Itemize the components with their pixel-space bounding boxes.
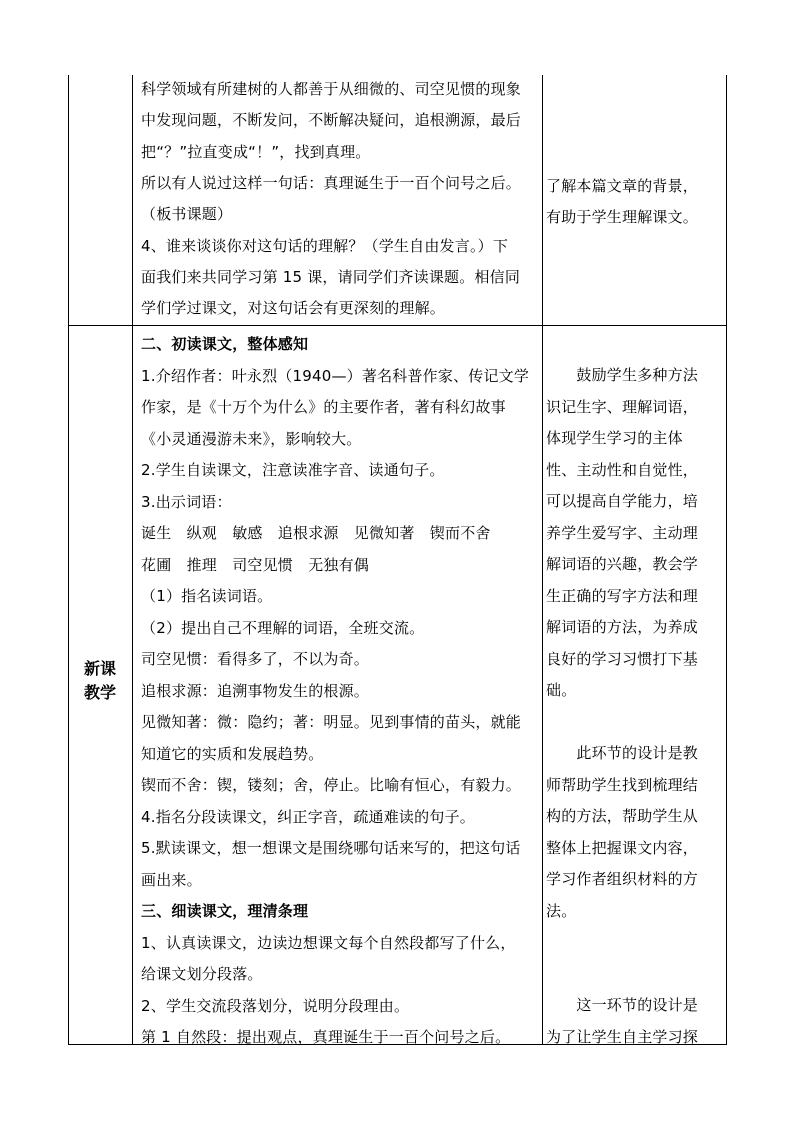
text-line: 给课文划分段落。: [141, 965, 263, 983]
text-line: 解词语的方法，为养成: [546, 618, 699, 636]
section-label-line2: 教学: [83, 683, 116, 702]
text-line: 《小灵通漫游未来》，影响较大。: [141, 429, 362, 448]
text-line: 学们学过课文，对这句话会有更深刻的理解。: [141, 299, 446, 318]
text-line: 构的方法，帮助学生从: [546, 807, 699, 825]
row-divider: [68, 325, 727, 326]
table-border-right: [726, 75, 727, 1045]
table-border-left: [68, 75, 69, 1045]
text-line: 师帮助学生找到梳理结: [546, 775, 699, 794]
text-line: 整体上把握课文内容，: [546, 838, 699, 857]
text-line: 司空见惯：看得多了，不以为奇。: [141, 650, 370, 668]
text-line: 见微知著：微：隐约；著：明显。见到事情的苗头，就能: [141, 713, 522, 731]
text-line: 花圃 推理 司空见惯 无独有偶: [141, 555, 370, 574]
text-line: 2、学生交流段落划分，说明分段理由。: [141, 996, 410, 1015]
text-line: 第 1 自然段：提出观点，真理诞生于一百个问号之后。: [141, 1028, 511, 1046]
text-line: 解词语的兴趣，教会学: [546, 555, 699, 573]
text-line: 这一环节的设计是: [546, 996, 699, 1014]
text-line: 4.指名分段读课文，纠正字音，疏通难读的句子。: [141, 807, 475, 826]
text-line: 学习作者组织材料的方: [546, 870, 699, 888]
text-line: 识记生字、理解词语，: [546, 397, 699, 416]
table-column-divider-2: [542, 75, 543, 1045]
text-line: 良好的学习习惯打下基: [546, 649, 699, 668]
text-line: 作家，是《十万个为什么》的主要作者，著有科幻故事: [141, 398, 506, 416]
text-line: 有助于学生理解课文。: [546, 208, 699, 226]
text-line: 生正确的写字方法和理: [546, 586, 699, 605]
text-line: 5.默读课文，想一想课文是围绕哪句话来写的，把这句话: [141, 839, 521, 857]
text-line: 诞生 纵观 敏感 追根求源 见微知著 锲而不舍: [141, 524, 491, 542]
text-line: 科学领域有所建树的人都善于从细微的、司空见惯的现象: [141, 80, 522, 98]
text-line: （2）提出自己不理解的词语，全班交流。: [141, 618, 425, 637]
text-line: 知道它的实质和发展趋势。: [141, 744, 324, 763]
text-line: （板书课题）: [141, 205, 233, 224]
text-line: 把“？”拉直变成“！”，找到真理。: [141, 142, 371, 161]
text-line: 为了让学生自主学习探: [546, 1027, 699, 1046]
table-column-divider-1: [132, 75, 133, 1045]
text-line: 3.出示词语：: [141, 492, 232, 511]
text-line: 所以有人说过这样一句话：真理诞生于一百个问号之后。: [141, 173, 522, 192]
section-heading: 二、初读课文，整体感知: [141, 335, 309, 353]
text-line: 1、认真读课文，边读边想课文每个自然段都写了什么，: [141, 933, 516, 952]
text-line: 4、谁来谈谈你对这句话的理解？（学生自由发言。）下: [141, 236, 509, 255]
text-line: 面我们来共同学习第 15 课，请同学们齐读课题。相信同: [141, 267, 521, 286]
section-heading: 三、细读课文，理清条理: [141, 902, 309, 920]
text-line: 1.介绍作者：叶永烈（1940—）著名科普作家、传记文学: [141, 366, 530, 385]
text-line: 养学生爱写字、主动理: [546, 523, 699, 542]
text-line: 础。: [546, 681, 577, 699]
text-line: 锲而不舍：锲，镂刻；舍，停止。比喻有恒心，有毅力。: [141, 776, 522, 794]
section-label: [68, 657, 132, 705]
text-line: 可以提高自学能力，培: [546, 492, 699, 510]
text-line: 体现学生学习的主体: [546, 429, 683, 447]
text-line: 中发现问题，不断发问，不断解决疑问，追根溯源，最后: [141, 111, 522, 130]
text-line: 鼓励学生多种方法: [546, 366, 699, 384]
text-line: 了解本篇文章的背景，: [546, 177, 699, 195]
text-line: 法。: [546, 901, 577, 920]
text-line: 2.学生自读课文，注意读准字音、读通句子。: [141, 461, 445, 479]
text-line: 画出来。: [141, 870, 202, 889]
text-line: 此环节的设计是教: [546, 744, 699, 762]
text-line: 性、主动性和自觉性，: [546, 460, 699, 479]
text-line: （1）指名读词语。: [141, 587, 273, 605]
section-label-line1: 新课: [83, 659, 116, 678]
text-line: 追根求源：追溯事物发生的根源。: [141, 681, 370, 700]
